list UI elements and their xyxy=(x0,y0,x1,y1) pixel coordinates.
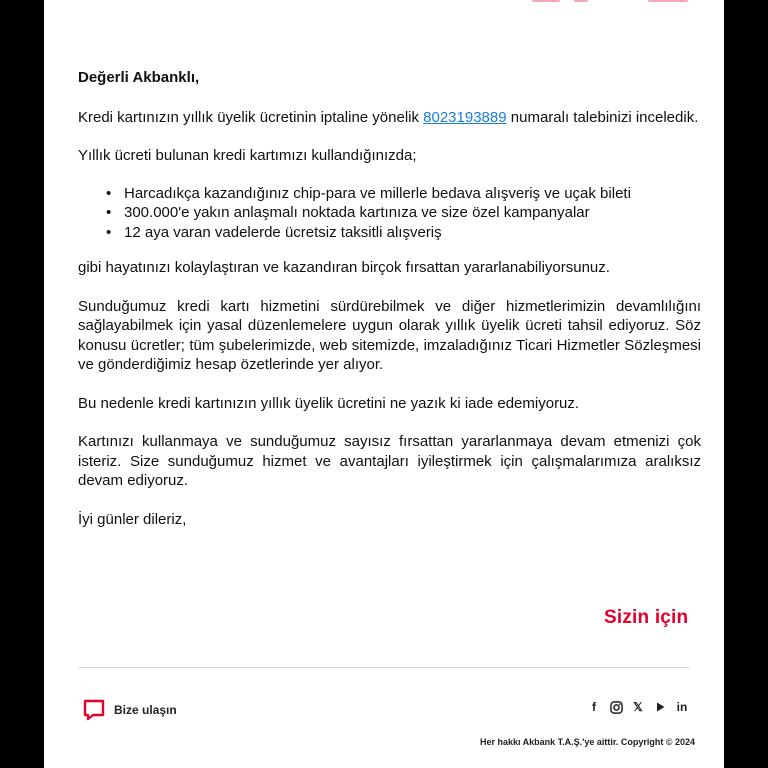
facebook-icon[interactable]: f xyxy=(592,700,596,714)
list-item: • Harcadıkça kazandığınız chip-para ve millerle bedava alışveriş ve uçak bileti xyxy=(124,184,701,204)
paragraph-opportunities: gibi hayatınızı kolaylaştıran ve kazandıran birçok fırsattan yararlanabiliyorsunuz. xyxy=(78,259,610,276)
footer-divider xyxy=(78,667,690,668)
logo-fragment xyxy=(532,0,560,2)
greeting: Değerli Akbanklı, xyxy=(78,69,200,86)
list-item: • 300.000'e yakın anlaşmalı noktada kartınıza ve size özel kampanyalar xyxy=(124,203,701,223)
contact-link[interactable] xyxy=(82,698,177,722)
linkedin-icon[interactable]: in xyxy=(676,700,688,714)
paragraph-request xyxy=(78,108,701,128)
paragraph-intro: Yıllık ücreti bulunan kredi kartımızı kullandığınızda; xyxy=(78,147,417,164)
paragraph-continue: Kartınızı kullanmaya ve sunduğumuz sayısız fırsattan yararlanmaya devam etmenizi çok isteriz. Size sunduğumuz hizmet ve avantajları iyileştirmek için çalışmalarımıza aralıksız devam ediyoruz. xyxy=(78,433,701,489)
closing: İyi günler dileriz, xyxy=(78,510,187,528)
paragraph-refund: Bu nedenle kredi kartınızın yıllık üyelik ücretini ne yazık ki iade edemiyoruz. xyxy=(78,394,580,412)
social-links xyxy=(584,697,692,717)
logo-fragment xyxy=(648,0,688,2)
copyright: Her hakkı Akbank T.A.Ş.'ye aittir. Copyright © 2024 xyxy=(479,737,695,747)
letter-body xyxy=(78,68,701,529)
paragraph-text: Kredi kartınızın yıllık üyelik ücretinin iptaline yönelik xyxy=(78,108,424,126)
logo-fragment xyxy=(574,0,588,2)
paragraph-text: numaralı talebinizi inceledik. xyxy=(506,108,699,126)
contact-label: Bize ulaşın xyxy=(114,703,177,717)
instagram-icon[interactable] xyxy=(606,697,626,717)
request-number-link[interactable]: 8023193889 xyxy=(423,108,507,126)
email-page xyxy=(44,0,724,768)
brand-slogan: Sizin için xyxy=(604,607,689,628)
youtube-icon[interactable] xyxy=(650,697,670,717)
x-icon[interactable]: 𝕏 xyxy=(633,700,643,714)
chat-bubble-icon xyxy=(82,698,106,722)
paragraph-fees: Sunduğumuz kredi kartı hizmetini sürdürebilmek ve diğer hizmetlerimizin devamlılığını sağlayabilmek için yasal düzenlemelere uygun olarak yıllık üyelik ücreti tahsil ediyoruz. Söz konusu ücretler; tüm şubelerimizde, web sitemizde, imzaladığınız Ticari Hizmetler Sözleşmesi ve gönderdiğimiz hesap özetlerinde yer alıyor. xyxy=(78,297,701,373)
list-item: • 12 aya varan vadelerde ücretsiz taksitli alışveriş xyxy=(124,223,701,243)
benefits-list xyxy=(78,184,701,243)
